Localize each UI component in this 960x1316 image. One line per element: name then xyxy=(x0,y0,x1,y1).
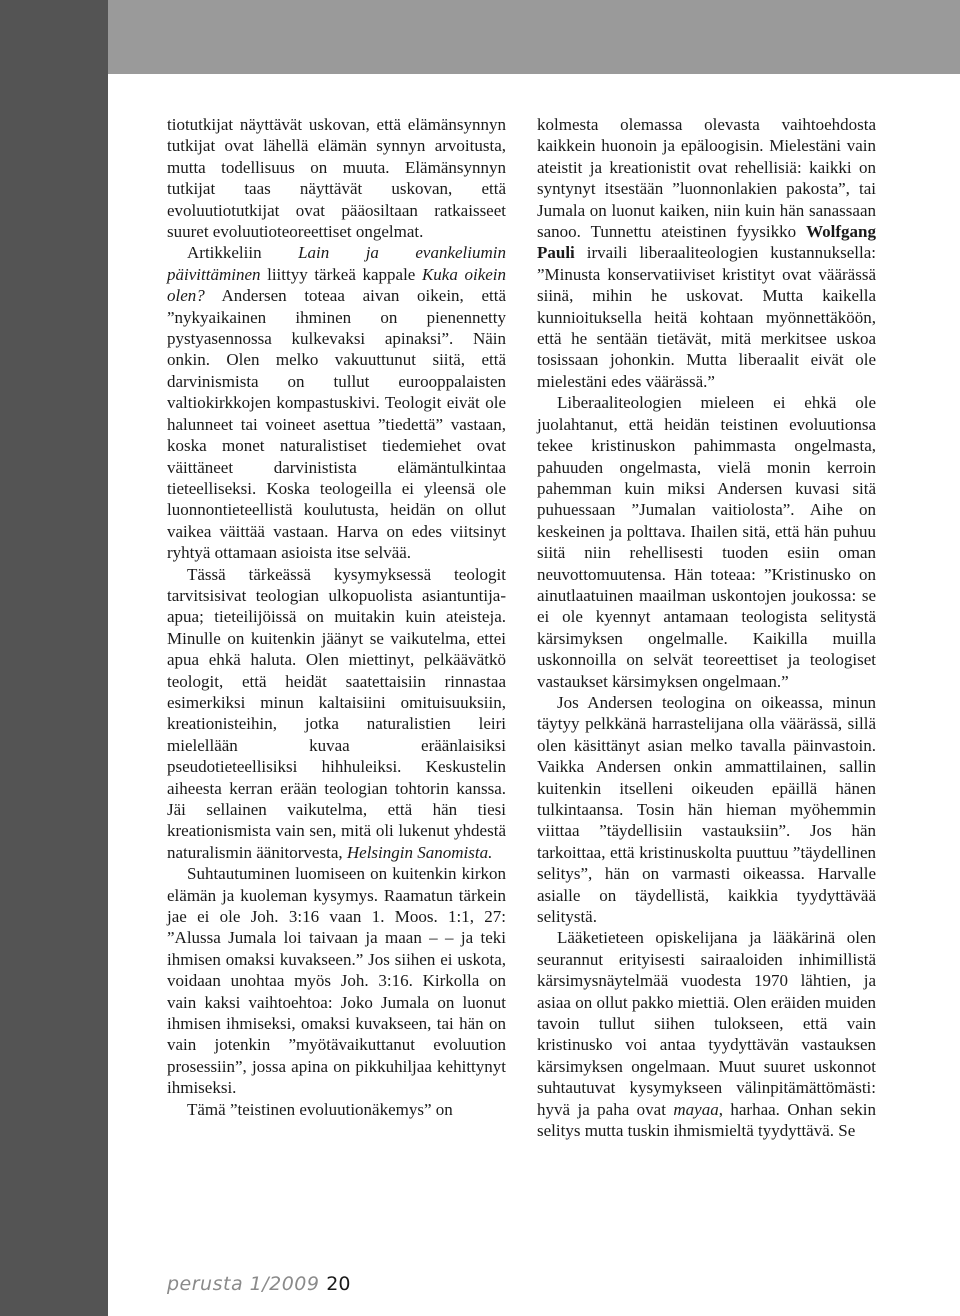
paragraph: Artikkeliin Lain ja evankeliumin päivittäminen liittyy tärkeä kappale Kuka oikein olen? Andersen toteaa aivan oikein, että ”nykyaikainen ihminen on pienennetty pystyasennossa kulkevaksi apinaksi”. Näin onkin. Olen melko vakuuttunut siitä, että darvinismista on tullut eurooppalaisten valtiokirkkojen kompastuskivi. Teologit eivät ole halunneet tai voineet asettua ”tiedettä” vastaan, koska monet naturalistiset tiedemiehet ovat väittäneet darvinistista elämäntulkintaa tieteelliseksi. Koska teologeilla ei yleensä ole luonnontieteellistä koulutusta, heidän on ollut vaikea väittää vastaan. Harva on edes viitsinyt ryhtyä ottamaan asioista itse selvää. xyxy=(167,243,507,563)
paragraph: Liberaaliteologien mieleen ei ehkä ole juolahtanut, että heidän teistinen evoluutionsa tekee kristinuskon pahimmasta ongelmasta, pahuuden ongelmasta, vielä monin kerroin pahemman kuin miksi Andersen kuvasi sitä puhuessaan ”Jumalan vaitiolosta”. Aihe on keskeinen ja polttava. Ihailen sitä, että hän puhuu siitä niin rehellisesti tuoden esiin oman neuvottomuutensa. Hän toteaa: ”Kristinusko on ainutlaatuinen maailman uskontojen joukossa: se ei ole kyennyt antamaan teologista selitystä kärsimyksen ongelmalle. Kaikilla muilla uskonnoilla on selvät teoreettiset ja teologiset vastaukset kärsimyksen ongelmaan.” xyxy=(537,393,876,691)
paragraph: Suhtautuminen luomiseen on kuitenkin kirkon elämän ja kuoleman kysymys. Raamatun tärkein jae ei ole Joh. 3:16 vaan 1. Moos. 1:1, 27: ”Alussa Jumala loi taivaan ja maan – – ja teki ihmisen omaksi kuvakseen.” Jos siihen ei uskota, voidaan unohtaa myös Joh. 3:16. Kirkolla on vain kaksi vaihtoehtoa: Joko Jumala on luonut ihmisen ihmiseksi, omaksi kuvakseen, tai hän on vain jotenkin ”myötävaikuttanut evoluution prosessiin”, jossa apina on pikkuhiljaa kehittynyt ihmiseksi. xyxy=(167,864,506,1098)
newspaper-name: Helsingin Sanomista. xyxy=(346,842,493,862)
person-name: Wolfgang Pauli xyxy=(537,222,876,263)
publication-name: perusta 1/2009 xyxy=(167,1273,320,1295)
right-text-column xyxy=(537,114,876,1142)
paragraph: Tämä ”teistinen evoluutionäkemys” on xyxy=(187,1099,453,1119)
left-text-column xyxy=(167,114,506,1120)
italic-term: mayaa xyxy=(673,1099,719,1119)
section-title: Kuka oikein olen? xyxy=(167,264,507,306)
article-title: Lain ja evankeliumin päivittäminen xyxy=(167,243,506,284)
paragraph: tiotutkijat näyttävät uskovan, että elämänsynnyn tutkijat ovat lähellä elämän synnyn arvoitusta, mutta todellisuus on muuta. Elämänsynnyn tutkijat taas näyttävät uskovan, että evoluutiotutkijat ovat pääosiltaan ratkaisseet suuret evoluutioteoreettiset ongelmat. xyxy=(167,115,506,242)
paragraph: Tässä tärkeässä kysymyksessä teologit tarvitsisivat teologian ulkopuolista asiantuntija-apua; tieteilijöissä on muitakin kuin ateisteja. Minulle on kuitenkin jäänyt se vaikutelma, ettei apua ehkä haluta. Olen miettinyt, pelkäävätkö teologit, että heidät saatettaisiin rinnastaa esimerkiksi minun kaltaisiini omituisuuksiin, kreationisteihin, jotka naturalistien leiri mielellään kuvaa eräänlaisiksi pseudotieteellisiksi hihhuleiksi. Keskustelin aiheesta kerran erään teologian tohtorin kanssa. Jäi sellainen vaikutelma, että hän tiesi kreationismista vain sen, mitä oli lukenut yhdestä naturalismin äänitorvesta, Helsingin Sanomista. xyxy=(167,564,506,862)
paragraph: Lääketieteen opiskelijana ja lääkärinä olen seurannut erityisesti sairaaloiden inhimillistä kärsimysnäytelmää vuodesta 1970 lähtien, ja asiaa on ollut pakko miettiä. Olen eräiden muiden tavoin tullut siihen tulokseen, että vain kristinusko voi antaa tyydyttävän vastauksen kärsimyksen ongelmaan. Muut suuret uskonnot suhtautuvat kysymykseen välinpitämättömästi: hyvä ja paha ovat mayaa, harhaa. Onhan sekin selitys mutta tuskin ihmismieltä tyydyttävä. Se xyxy=(537,928,876,1141)
paragraph: Jos Andersen teologina on oikeassa, minun täytyy pelkkänä harrastelijana olla väärässä, sillä olen käsittänyt asian melko tavalla päinvastoin. Vaikka Andersen onkin ammattilainen, sallin kuitenkin itselleni oikeuden epäillä hänen tulkintaansa. Tosin hän hieman myöhemmin viittaa ”täydellisiin vastauksiin”. Jos hän tarkoittaa, että kristinuskolta puuttuu ”täydellinen selitys”, hän on varmasti oikeassa. Harvalle asialle on täydellistä, kaikkia tyydyttävää selitystä. xyxy=(537,692,876,927)
left-dark-band xyxy=(0,0,108,1316)
paragraph: kolmesta olemassa olevasta vaihtoehdosta kaikkein huonoin ja epäloogisin. Mielestäni vain ateistit ja kreationistit ovat rehellisiä: kaikki on syntynyt itsestään ”luonnonlakien pakosta”, tai Jumala on luonut kaiken, niin kuin hän sanassaan sanoo. Tunnettu ateistinen fyysikko Wolfgang Pauli irvaili liberaaliteologien kustannuksella: ”Minusta konservatiiviset kristityt ovat väärässä siinä, mihin he uskovat. Mutta kaikella kunnioituksella heitä kohtaan myönnettäköön, että he sentään tietävät, mitä merkitsee uskoa tosissaan johonkin. Mutta liberaalit eivät ole mielestäni edes väärässä.” xyxy=(537,115,876,391)
top-grey-band xyxy=(108,0,960,74)
page-number: 20 xyxy=(326,1273,351,1295)
page-footer xyxy=(167,1272,350,1297)
